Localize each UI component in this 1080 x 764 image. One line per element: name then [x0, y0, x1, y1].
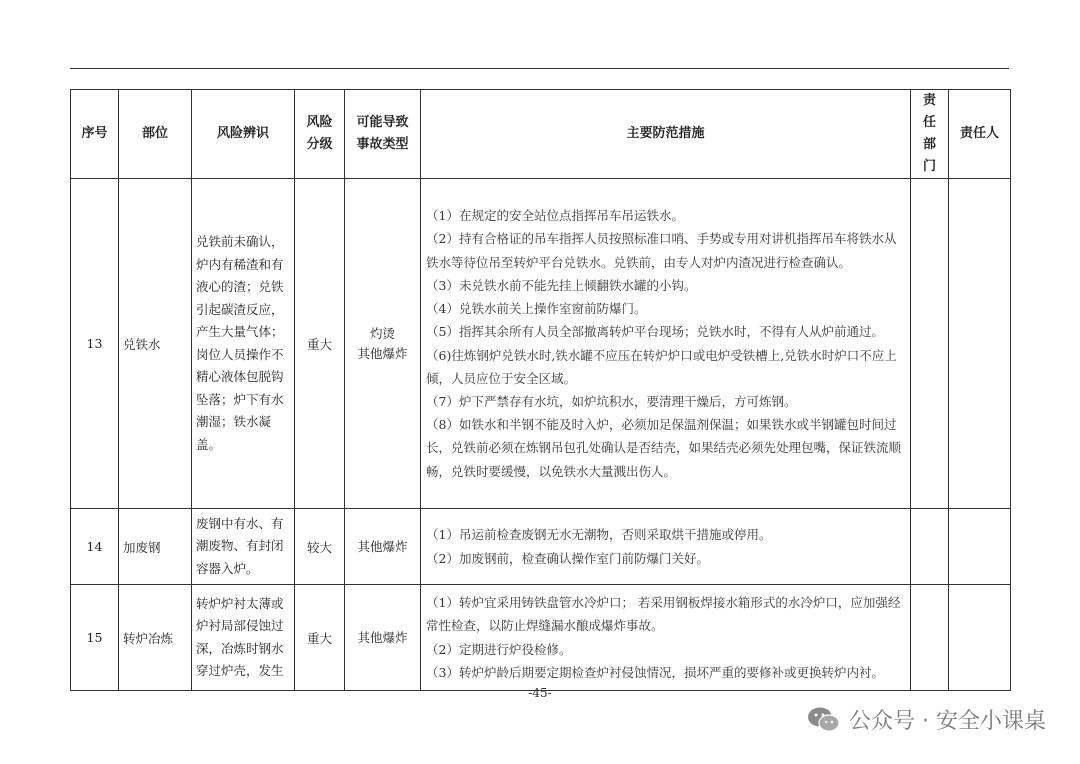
row-no: 15 [71, 585, 119, 691]
row-location: 兑铁水 [119, 179, 192, 509]
row-grade: 较大 [295, 509, 345, 585]
measure-item: （1）在规定的安全站位点指挥吊车吊运铁水。 [426, 208, 684, 224]
measure-item: （6)往炼钢炉兑铁水时,铁水罐不应压在转炉炉口或电炉受铁槽上,兑铁水时炉口不应上倾，人员应位于安全区域。 [426, 347, 897, 386]
row-no: 13 [71, 179, 119, 509]
row-dept [911, 509, 949, 585]
row-person [949, 179, 1011, 509]
watermark [807, 704, 1046, 735]
row-dept [911, 585, 949, 691]
wechat-icon [807, 706, 841, 734]
header-measures: 主要防范措施 [421, 90, 911, 179]
header-dept: 责任部门 [911, 90, 949, 179]
measure-item: （8）如铁水和半钢不能及时入炉，必须加足保温剂保温；如果铁水或半钢罐包时间过长，兑铁前必须在炼钢吊包孔处确认是否结壳，如果结壳必须先处理包嘴，保证铁流顺畅，兑铁时要缓慢，以免铁水大量溅出伤人。 [426, 417, 902, 479]
header-grade: 风险分级 [295, 90, 345, 179]
measure-item: （1）转炉宜采用铸铁盘管水冷炉口； 若采用钢板焊接水箱形式的水冷炉口，应加强经常性检查，以防止焊缝漏水酿成爆炸事故。 [426, 595, 901, 634]
row-dept [911, 179, 949, 509]
measure-item: （5）指挥其余所有人员全部撤离转炉平台现场；兑铁水时，不得有人从炉前通过。 [426, 324, 884, 340]
header-person: 责任人 [949, 90, 1011, 179]
measure-item: （3）未兑铁水前不能先挂上倾翻铁水罐的小钩。 [426, 277, 697, 293]
page-number: -45- [528, 686, 552, 700]
measure-item: （7）炉下严禁存有水坑，如炉坑积水，要清理干燥后，方可炼钢。 [426, 393, 797, 409]
row-measures [421, 179, 911, 509]
header-location: 部位 [119, 90, 192, 179]
row-accident: 其他爆炸 [345, 585, 421, 691]
row-measures [421, 585, 911, 691]
watermark-text: 公众号 · 安全小课桌 [849, 709, 1046, 734]
measure-item: （3）转炉炉龄后期要定期检查炉衬侵蚀情况，损坏严重的要修补或更换转炉内衬。 [426, 664, 884, 680]
header-risk: 风险辨识 [192, 90, 295, 179]
row-risk: 兑铁前未确认，炉内有稀渣和有液心的渣；兑铁引起碳渣反应，产生大量气体；岗位人员操作不精心液体包脱钩坠落；炉下有水潮湿；铁水凝盖。 [192, 179, 295, 509]
row-location: 加废钢 [119, 509, 192, 585]
row-risk: 废钢中有水、有潮废物、有封闭容器入炉。 [192, 509, 295, 585]
table-row [71, 179, 1011, 509]
row-location: 转炉冶炼 [119, 585, 192, 691]
measure-item: （2）持有合格证的吊车指挥人员按照标准口哨、手势或专用对讲机指挥吊车将铁水从铁水等待位吊至转炉平台兑铁水。兑铁前，由专人对炉内渣况进行检查确认。 [426, 231, 897, 270]
row-grade: 重大 [295, 585, 345, 691]
table-header-row [71, 90, 1011, 179]
header-accident: 可能导致事故类型 [345, 90, 421, 179]
measure-item: （4）兑铁水前关上操作室窗前防爆门。 [426, 301, 647, 317]
header-no: 序号 [71, 90, 119, 179]
row-no: 14 [71, 509, 119, 585]
measure-item: （2）加废钢前，检查确认操作室门前防爆门关好。 [426, 550, 709, 566]
header-rule [70, 68, 1009, 69]
table-row [71, 509, 1011, 585]
row-accident: 其他爆炸 [345, 509, 421, 585]
row-measures [421, 509, 911, 585]
table-row [71, 585, 1011, 691]
row-person [949, 509, 1011, 585]
row-grade: 重大 [295, 179, 345, 509]
risk-table [70, 89, 1011, 691]
measure-item: （1）吊运前检查废钢无水无潮物，否则采取烘干措施或停用。 [426, 527, 772, 543]
row-accident: 灼烫 其他爆炸 [345, 179, 421, 509]
measure-item: （2）定期进行炉役检修。 [426, 641, 572, 657]
row-risk: 转炉炉衬太薄或炉衬局部侵蚀过深，冶炼时钢水穿过炉壳，发生 [192, 585, 295, 691]
row-person [949, 585, 1011, 691]
